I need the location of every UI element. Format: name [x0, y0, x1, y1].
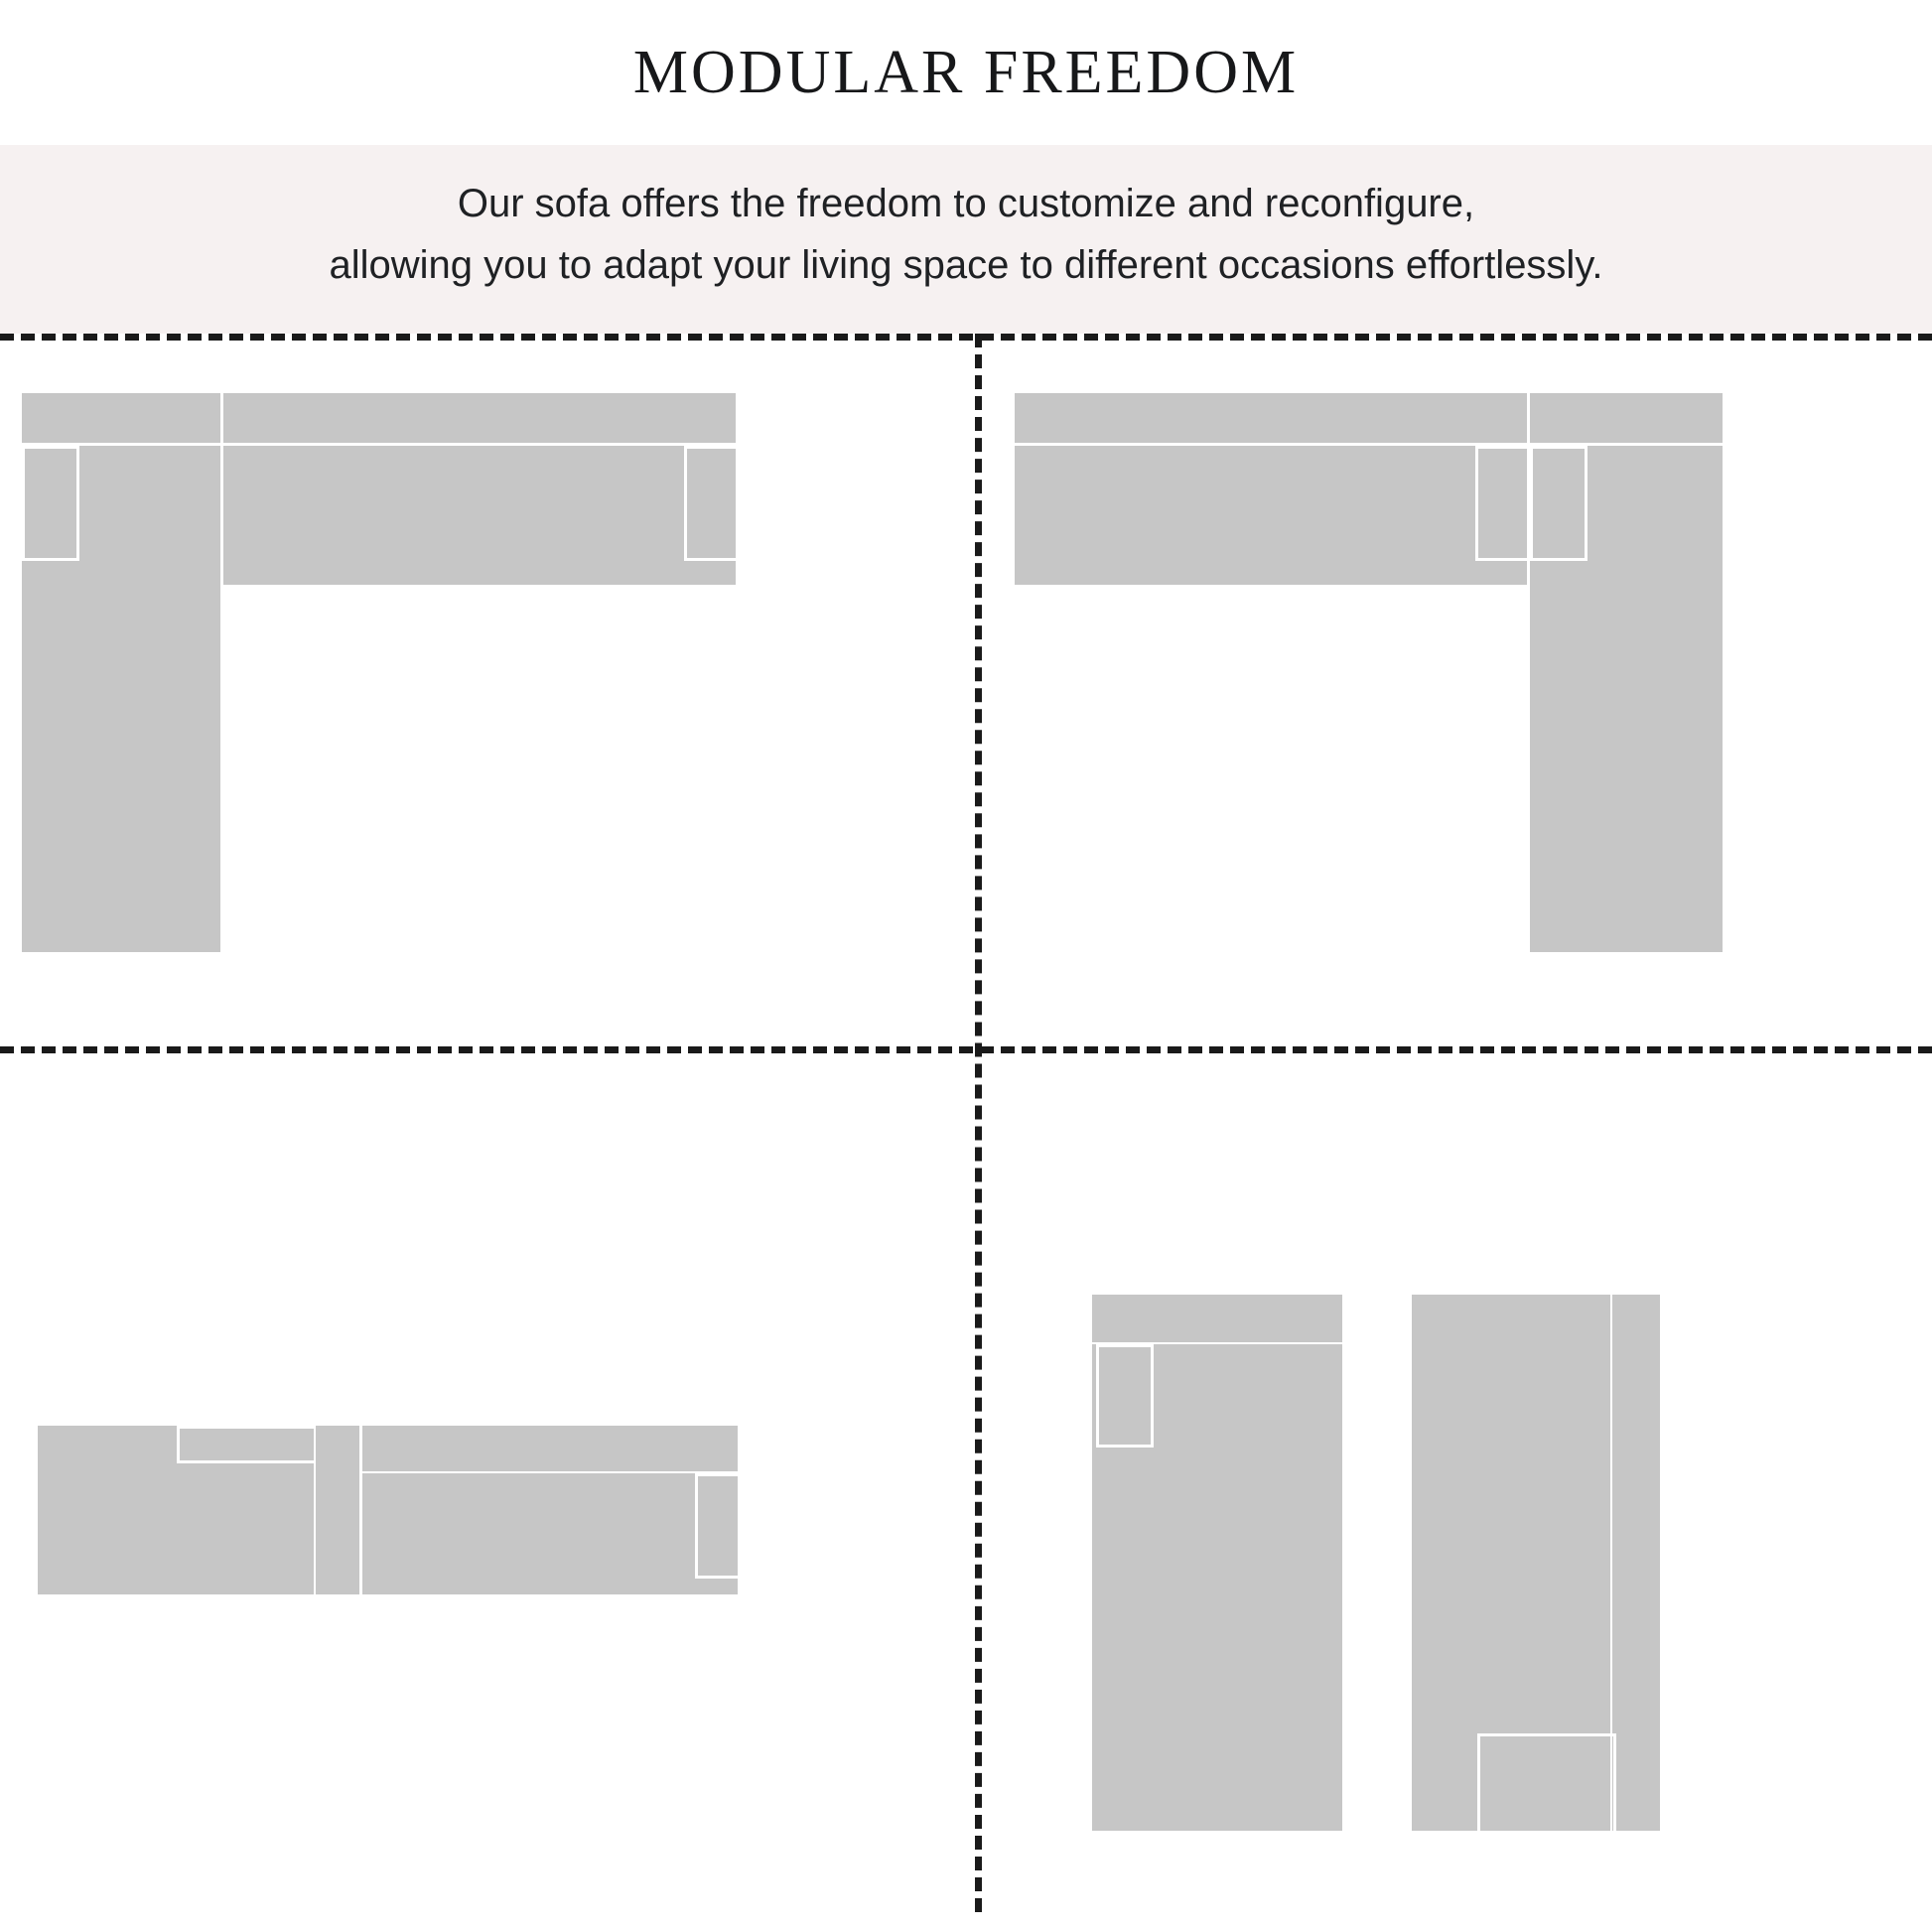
config-bottom-right[interactable] [1092, 1295, 1932, 1851]
long-seat [1015, 446, 1527, 585]
back-cushion-right [223, 393, 736, 443]
right-seat [362, 1473, 738, 1594]
right-back-cushion [362, 1426, 738, 1471]
unit-a-arm-outline [1096, 1344, 1154, 1448]
subtitle-line-2: allowing you to adapt your living space to different occasions effortlessly. [329, 243, 1603, 287]
config-bottom-left[interactable] [0, 1426, 975, 1624]
page-title: MODULAR FREEDOM [632, 38, 1300, 106]
arm-outline-left [22, 446, 79, 561]
title-bar [0, 0, 1932, 145]
configuration-grid [0, 334, 1932, 1912]
right-arm-outline [695, 1473, 744, 1579]
back-cushion-left [22, 393, 220, 443]
unit-b-arm-outline [1477, 1733, 1616, 1837]
unit-a-back-cushion [1092, 1295, 1342, 1342]
back-cushion-left [1015, 393, 1527, 443]
arm-outline-inner [1475, 446, 1533, 561]
divider-horizontal-middle [0, 1046, 1932, 1053]
arm-outline-right [684, 446, 742, 561]
divider-vertical [975, 334, 982, 1912]
arm-outline-outer [1530, 446, 1587, 561]
long-seat [223, 446, 736, 585]
back-cushion-right [1530, 393, 1723, 443]
subtitle-band [0, 145, 1932, 334]
config-top-left[interactable] [0, 334, 975, 1046]
unit-b-back-cushion [1612, 1295, 1660, 1831]
config-top-right[interactable] [1015, 334, 1932, 1046]
subtitle-line-1: Our sofa offers the freedom to customize and reconfigure, [457, 182, 1475, 225]
center-spacer [316, 1426, 359, 1594]
left-back-outline [177, 1426, 320, 1463]
